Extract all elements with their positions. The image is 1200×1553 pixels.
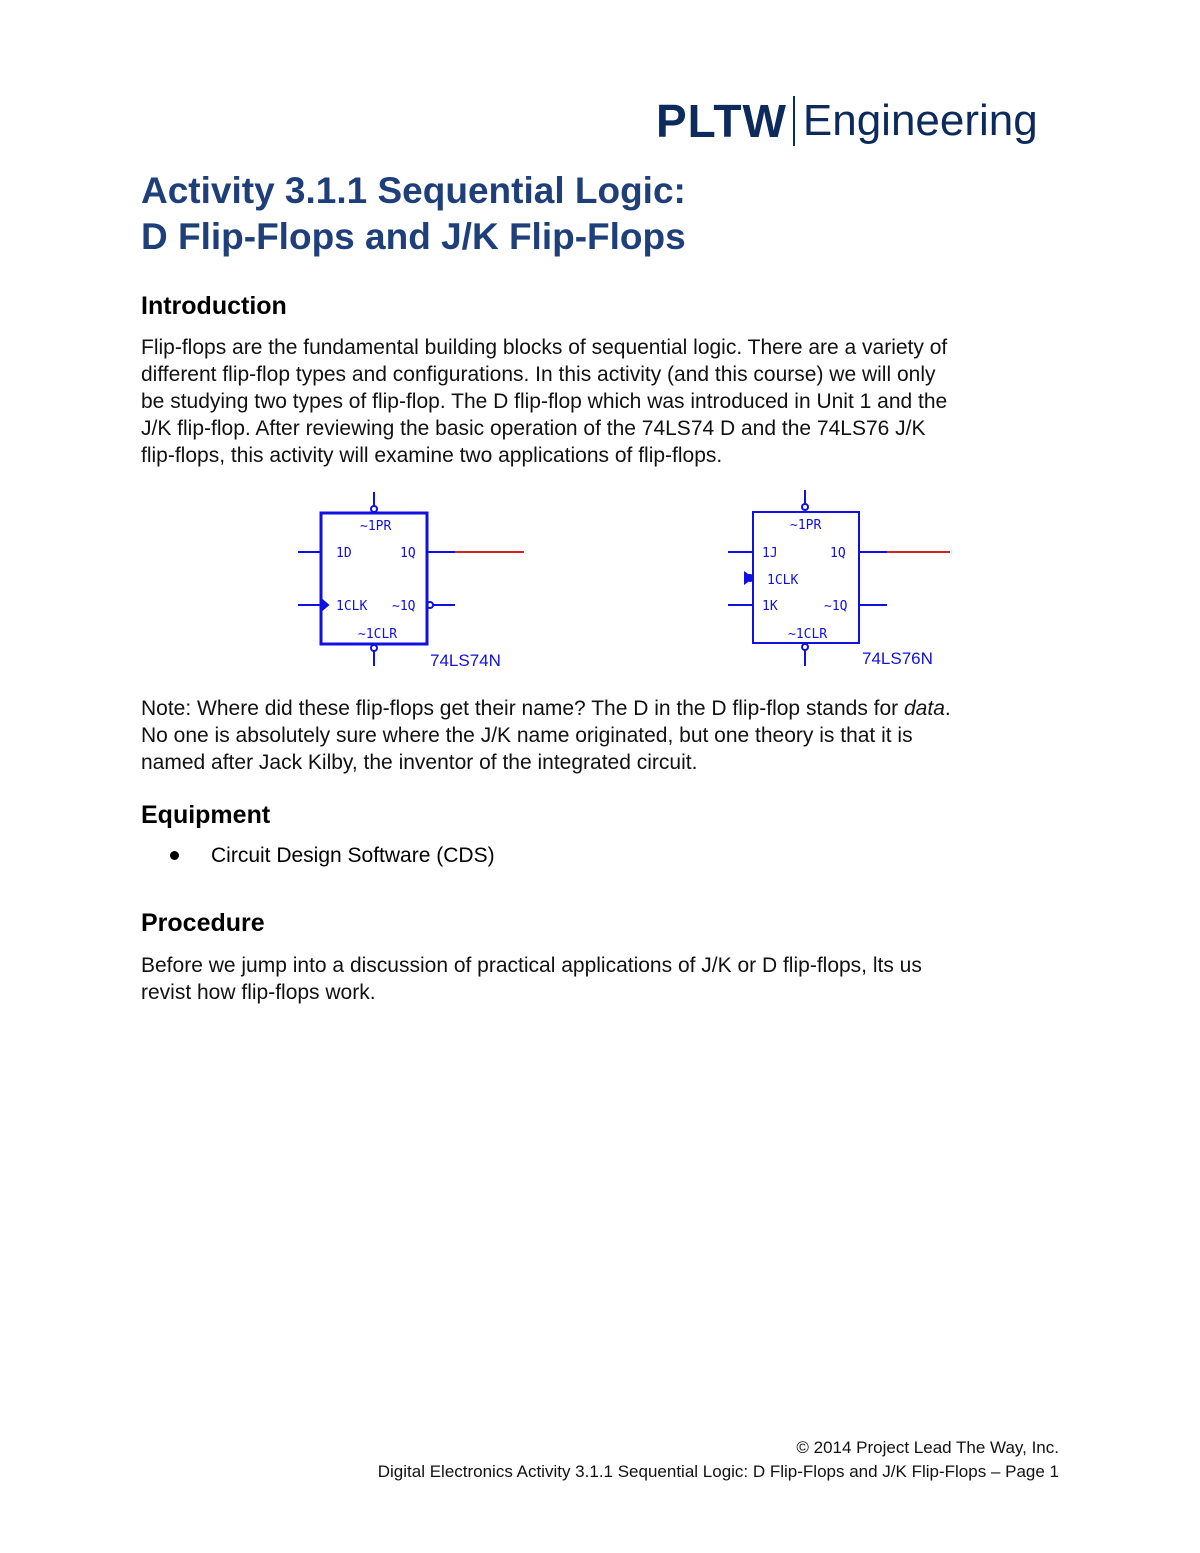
flip-flop-diagrams [290,486,970,676]
intro-line: flip-flops, this activity will examine two applications of flip-flops. [141,444,723,467]
note-text: Note: Where did these flip-flops get their name? The D in the D flip-flop stands for [141,697,904,720]
introduction-heading: Introduction [141,292,287,320]
footer-copyright: © 2014 Project Lead The Way, Inc. [796,1438,1059,1457]
bullet-icon [170,851,179,860]
note-paragraph [141,695,1071,776]
note-italic-data: data [904,697,945,720]
logo-divider [793,96,795,146]
note-line: named after Jack Kilby, the inventor of the integrated circuit. [141,751,698,774]
jk-clr-label: ~1CLR [788,627,828,642]
jk-q-label: 1Q [830,546,846,561]
footer-page-line: Digital Electronics Activity 3.1.1 Sequential Logic: D Flip-Flops and J/K Flip-Flops – Page 1 [377,1462,1059,1481]
d-q-label: 1Q [400,546,416,561]
jk-qbar-label: ~1Q [824,599,848,614]
note-period: . [944,697,951,720]
jk-part-number: 74LS76N [862,649,933,668]
intro-line: J/K flip-flop. After reviewing the basic operation of the 74LS74 D and the 74LS76 J/K [141,417,926,440]
jk-k-label: 1K [762,599,778,614]
d-clr-label: ~1CLR [358,627,398,642]
d-pre-label: ~1PR [360,519,392,534]
equipment-heading: Equipment [141,801,271,829]
pltw-engineering-logo [656,96,1038,146]
jk-pre-label: ~1PR [790,518,822,533]
jk-clk-label: 1CLK [767,573,799,588]
logo-division: Engineering [802,96,1038,145]
procedure-line: Before we jump into a discussion of practical applications of J/K or D flip-flops, lts us [141,954,922,977]
equipment-list [170,842,495,869]
d-input-label: 1D [336,546,352,561]
title-line-1: Activity 3.1.1 Sequential Logic: [141,170,686,211]
procedure-paragraph [141,952,1071,1006]
d-qbar-label: ~1Q [392,599,416,614]
procedure-heading: Procedure [141,909,265,937]
d-clk-label: 1CLK [336,599,368,614]
introduction-paragraph [141,334,1071,469]
page-title [141,168,686,260]
d-part-number: 74LS74N [430,651,501,670]
note-line: No one is absolutely sure where the J/K name originated, but one theory is that it is [141,724,913,747]
equipment-item-label: Circuit Design Software (CDS) [211,844,495,867]
logo-brand: PLTW [656,95,787,147]
list-item [170,842,495,869]
procedure-line: revist how flip-flops work. [141,981,376,1004]
intro-line: different flip-flop types and configurations. In this activity (and this course) we will only [141,363,936,386]
title-line-2: D Flip-Flops and J/K Flip-Flops [141,216,686,257]
jk-j-label: 1J [762,546,778,561]
intro-line: Flip-flops are the fundamental building blocks of sequential logic. There are a variety of [141,336,948,359]
intro-line: be studying two types of flip-flop. The D flip-flop which was introduced in Unit 1 and the [141,390,948,413]
